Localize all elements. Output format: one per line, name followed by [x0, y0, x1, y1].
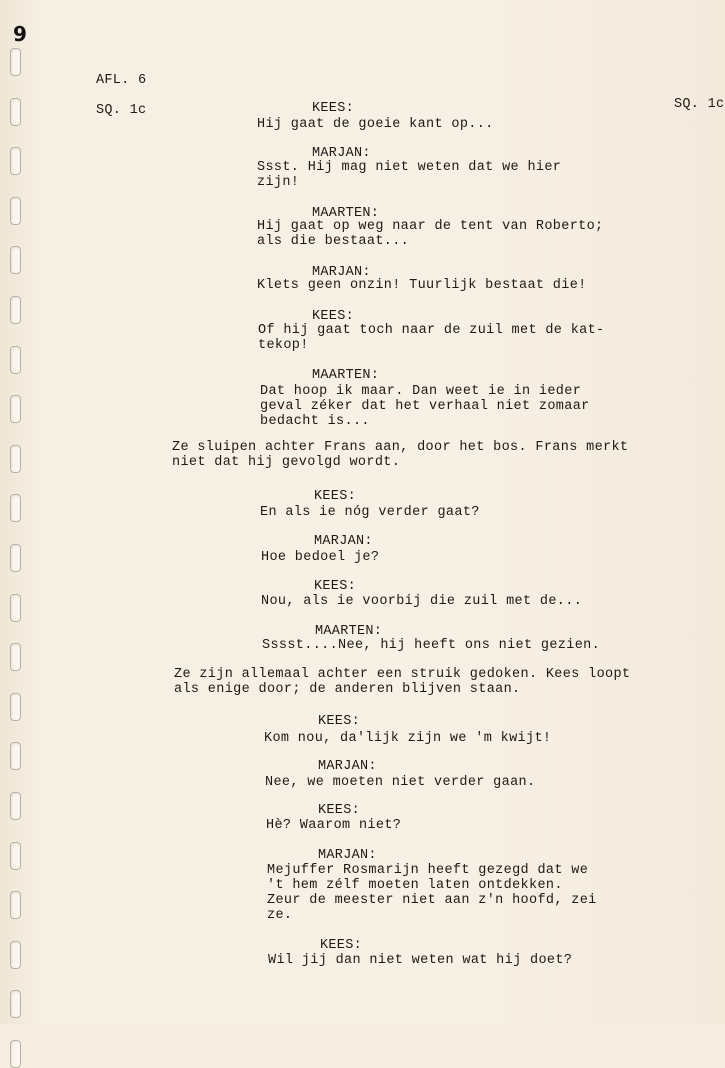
dialogue-line: ze. — [267, 908, 293, 923]
dialogue-line: Nou, als ie voorbij die zuil met de... — [261, 594, 583, 609]
dialogue-line: Hij gaat op weg naar de tent van Roberto; — [257, 219, 604, 234]
speaker-name: MAARTEN: — [315, 624, 383, 639]
speaker-name: KEES: — [314, 579, 357, 594]
dialogue-line: Hoe bedoel je? — [261, 550, 380, 565]
dialogue-line: Nee, we moeten niet verder gaan. — [265, 775, 536, 790]
binder-hole — [10, 1040, 21, 1068]
sequence-label-right: SQ. 1c — [674, 97, 725, 112]
dialogue-line: geval zéker dat het verhaal niet zomaar — [260, 399, 590, 414]
dialogue-line: Hij gaat de goeie kant op... — [257, 117, 494, 132]
episode-label: AFL. 6 — [96, 73, 147, 88]
dialogue-line: 't hem zélf moeten laten ontdekken. — [267, 878, 563, 893]
dialogue-line: En als ie nóg verder gaat? — [260, 505, 480, 520]
dialogue-line: Klets geen onzin! Tuurlijk bestaat die! — [257, 278, 587, 293]
speaker-name: MARJAN: — [312, 146, 371, 161]
speaker-name: KEES: — [318, 714, 361, 729]
dialogue-line: Kom nou, da'lijk zijn we 'm kwijt! — [264, 731, 552, 746]
dialogue-line: zijn! — [257, 175, 300, 190]
speaker-name: KEES: — [314, 489, 357, 504]
speaker-name: MARJAN: — [318, 848, 377, 863]
dialogue-line: Dat hoop ik maar. Dan weet ie in ieder — [260, 384, 582, 399]
action-line: Ze sluipen achter Frans aan, door het bos. Frans merkt — [172, 440, 629, 455]
dialogue-line: als die bestaat... — [257, 234, 410, 249]
speaker-name: KEES: — [318, 803, 361, 818]
speaker-name: MARJAN: — [314, 534, 373, 549]
speaker-name: KEES: — [320, 938, 363, 953]
speaker-name: MAARTEN: — [312, 206, 380, 221]
dialogue-line: Sssst....Nee, hij heeft ons niet gezien. — [262, 638, 601, 653]
dialogue-line: Mejuffer Rosmarijn heeft gezegd dat we — [267, 863, 589, 878]
speaker-name: KEES: — [312, 101, 355, 116]
speaker-name: MAARTEN: — [312, 368, 380, 383]
dialogue-line: Hè? Waarom niet? — [266, 818, 402, 833]
speaker-name: KEES: — [312, 309, 355, 324]
dialogue-line: tekop! — [258, 338, 309, 353]
dialogue-line: Wil jij dan niet weten wat hij doet? — [268, 953, 573, 968]
dialogue-line: Zeur de meester niet aan z'n hoofd, zei — [267, 893, 597, 908]
dialogue-line: Ssst. Hij mag niet weten dat we hier — [257, 160, 562, 175]
page-number: 9 — [13, 22, 27, 46]
action-line: niet dat hij gevolgd wordt. — [172, 455, 401, 470]
sequence-label-left: SQ. 1c — [96, 103, 147, 118]
dialogue-line: Of hij gaat toch naar de zuil met de kat- — [258, 323, 605, 338]
action-line: als enige door; de anderen blijven staan. — [174, 682, 521, 697]
dialogue-line: bedacht is... — [260, 414, 370, 429]
action-line: Ze zijn allemaal achter een struik gedoken. Kees loopt — [174, 667, 631, 682]
speaker-name: MARJAN: — [318, 759, 377, 774]
speaker-name: MARJAN: — [312, 265, 371, 280]
